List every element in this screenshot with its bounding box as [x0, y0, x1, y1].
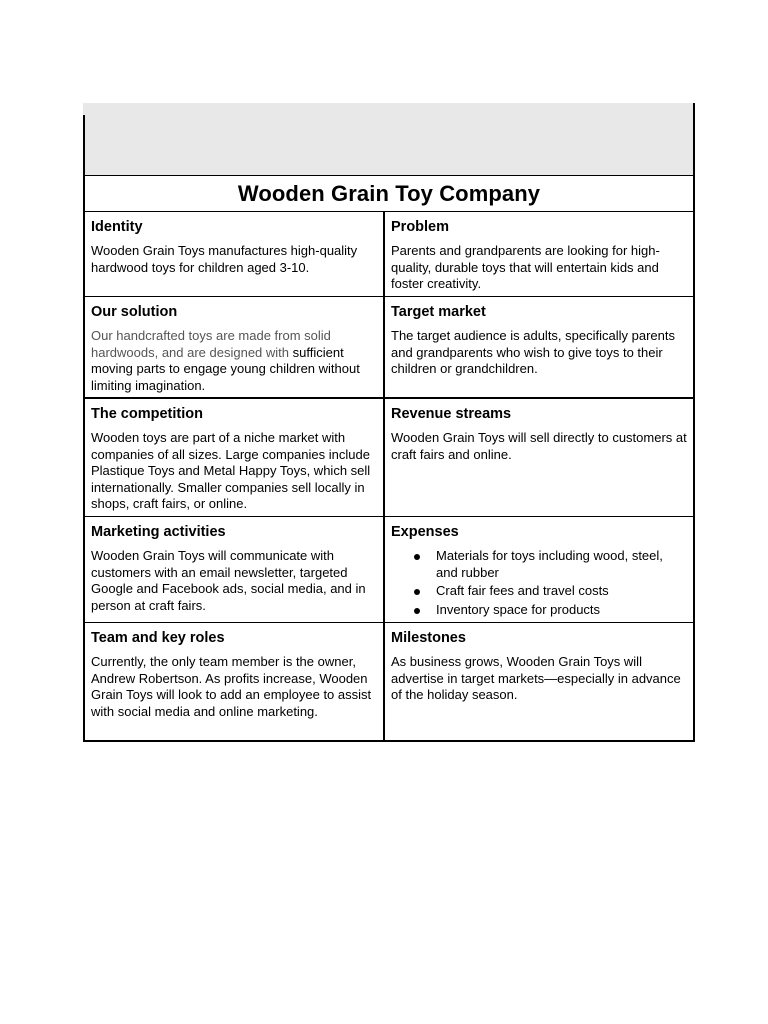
cell-target-market [385, 297, 693, 397]
solution-body [91, 328, 377, 394]
competition-body: Wooden toys are part of a niche market with companies of all sizes. Large companies include Plastique Toys and Metal Happy Toys, which sell internationally. Smaller companies sell locally in shops, craft fairs, or online. [91, 430, 371, 511]
row-team-milestones [85, 623, 693, 740]
cell-marketing [85, 517, 385, 622]
revenue-body: Wooden Grain Toys will sell directly to customers at craft fairs and online. [391, 430, 687, 462]
cell-team [85, 623, 385, 740]
row-marketing-expenses [85, 517, 693, 623]
cell-problem [385, 212, 693, 296]
target-market-heading: Target market [391, 304, 486, 320]
title-row [85, 175, 693, 212]
revenue-heading: Revenue streams [391, 406, 512, 422]
cell-solution [85, 297, 385, 397]
row-competition-revenue [85, 399, 693, 517]
solution-body-part1: Our handcrafted toys are made from solid hardwoods, and are designed with [91, 328, 331, 360]
cell-revenue [385, 399, 693, 516]
marketing-body: Wooden Grain Toys will communicate with customers with an email newsletter, targeted Google and Facebook ads, social media, and in person at craft fairs. [91, 548, 366, 613]
milestones-body: As business grows, Wooden Grain Toys will advertise in target markets—especially in advance of the holiday season. [391, 654, 681, 702]
expenses-heading: Expenses [391, 524, 459, 540]
expenses-item: Inventory space for products [436, 602, 687, 619]
solution-heading: Our solution [91, 304, 178, 320]
target-market-body: The target audience is adults, specifically parents and grandparents who wish to give toys to their children or grandchildren. [391, 328, 675, 376]
identity-heading: Identity [91, 219, 143, 235]
expenses-list [391, 548, 687, 618]
canvas-table [83, 175, 695, 742]
identity-body: Wooden Grain Toys manufactures high-quality hardwood toys for children aged 3-10. [91, 243, 358, 275]
competition-heading: The competition [91, 406, 203, 422]
cell-milestones [385, 623, 693, 740]
cell-expenses [385, 517, 693, 622]
solution-body-part2: sufficient moving parts to engage young children without limiting imagination. [91, 344, 360, 393]
marketing-heading: Marketing activities [91, 524, 226, 540]
row-identity-problem [85, 212, 693, 297]
row-solution-target [85, 297, 693, 399]
problem-body: Parents and grandparents are looking for high-quality, durable toys that will entertain kids and foster creativity. [391, 243, 660, 291]
document-title: Wooden Grain Toy Company [237, 180, 541, 206]
cell-identity [85, 212, 385, 296]
problem-heading: Problem [391, 219, 450, 235]
expenses-item: Materials for toys including wood, steel, and rubber [436, 548, 687, 581]
team-body: Currently, the only team member is the owner, Andrew Robertson. As profits increase, Wooden Grain Toys will look to add an employee to assist with social media and online marketing. [91, 654, 372, 719]
header-band [83, 103, 695, 175]
team-heading: Team and key roles [91, 630, 225, 646]
cell-competition [85, 399, 385, 516]
expenses-item: Craft fair fees and travel costs [436, 583, 687, 600]
business-canvas-document [83, 103, 695, 742]
milestones-heading: Milestones [391, 630, 466, 646]
